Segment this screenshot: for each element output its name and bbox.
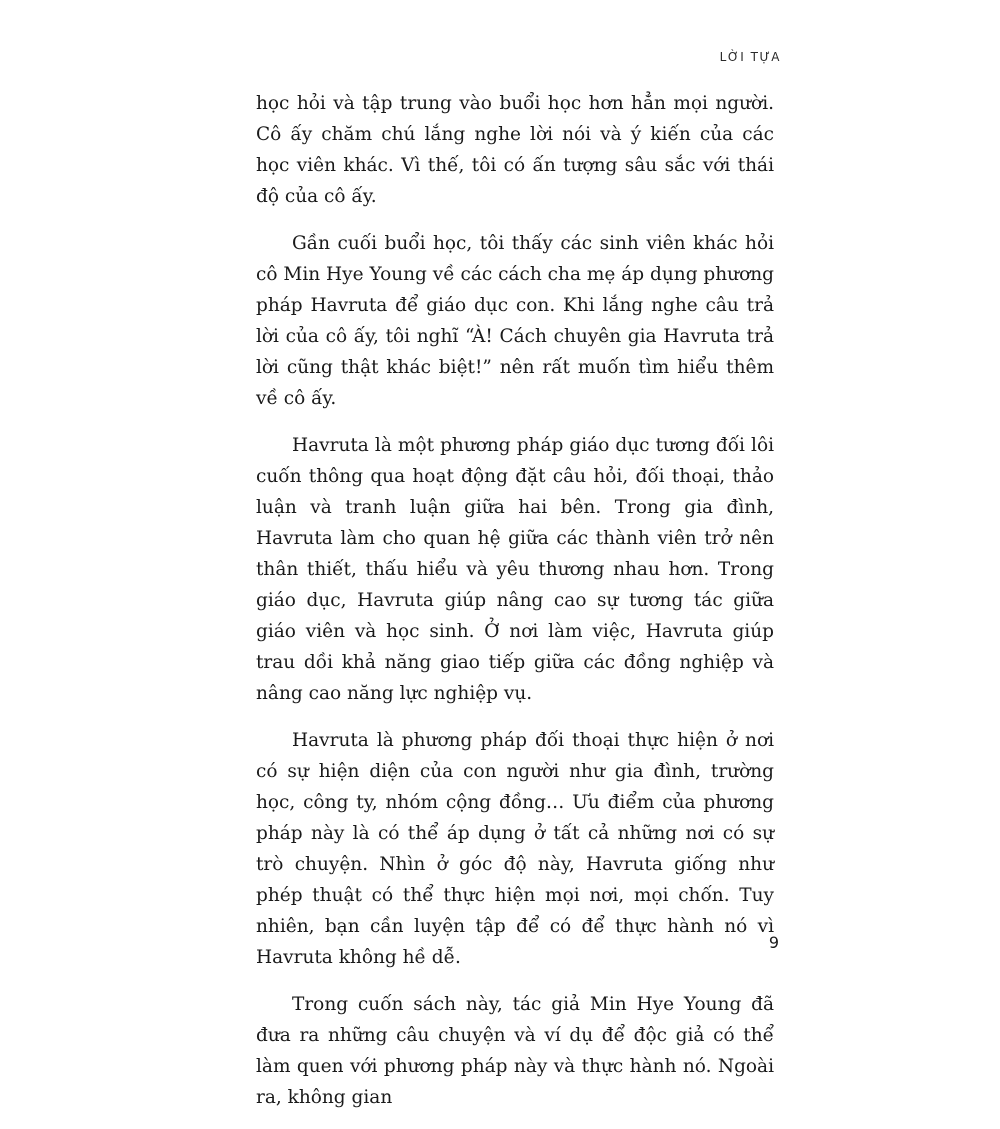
body-text (256, 88, 774, 1129)
page-number: 9 (768, 933, 779, 952)
paragraph-5: Trong cuốn sách này, tác giả Min Hye Young đã đưa ra những câu chuyện và ví dụ để độc giả có thể làm quen với phương pháp này và thực hành nó. Ngoài ra, không gian (256, 994, 774, 1108)
paragraph-2: Gần cuối buổi học, tôi thấy các sinh viên khác hỏi cô Min Hye Young về các cách cha mẹ áp dụng phương pháp Havruta để giáo dục con. Khi lắng nghe câu trả lời của cô ấy, tôi nghĩ “À! Cách chuyên gia Havruta trả lời cũng thật khác biệt!” nên rất muốn tìm hiểu thêm về cô ấy. (256, 233, 774, 409)
paragraph-4: Havruta là phương pháp đối thoại thực hiện ở nơi có sự hiện diện của con người như gia đình, trường học, công ty, nhóm cộng đồng… Ưu điểm của phương pháp này là có thể áp dụng ở tất cả những nơi có sự trò chuyện. Nhìn ở góc độ này, Havruta giống như phép thuật có thể thực hiện mọi nơi, mọi chốn. Tuy nhiên, bạn cần luyện tập để có để thực hành nó vì Havruta không hề dễ. (256, 730, 774, 968)
section-header: LỜI TỰA (719, 50, 781, 64)
paragraph-1: học hỏi và tập trung vào buổi học hơn hẳn mọi người. Cô ấy chăm chú lắng nghe lời nói và ý kiến của các học viên khác. Vì thế, tôi có ấn tượng sâu sắc với thái độ của cô ấy. (256, 93, 774, 207)
paragraph-3: Havruta là một phương pháp giáo dục tương đối lôi cuốn thông qua hoạt động đặt câu hỏi, đối thoại, thảo luận và tranh luận giữa hai bên. Trong gia đình, Havruta làm cho quan hệ giữa các thành viên trở nên thân thiết, thấu hiểu và yêu thương nhau hơn. Trong giáo dục, Havruta giúp nâng cao sự tương tác giữa giáo viên và học sinh. Ở nơi làm việc, Havruta giúp trau dồi khả năng giao tiếp giữa các đồng nghiệp và nâng cao năng lực nghiệp vụ. (256, 435, 774, 704)
